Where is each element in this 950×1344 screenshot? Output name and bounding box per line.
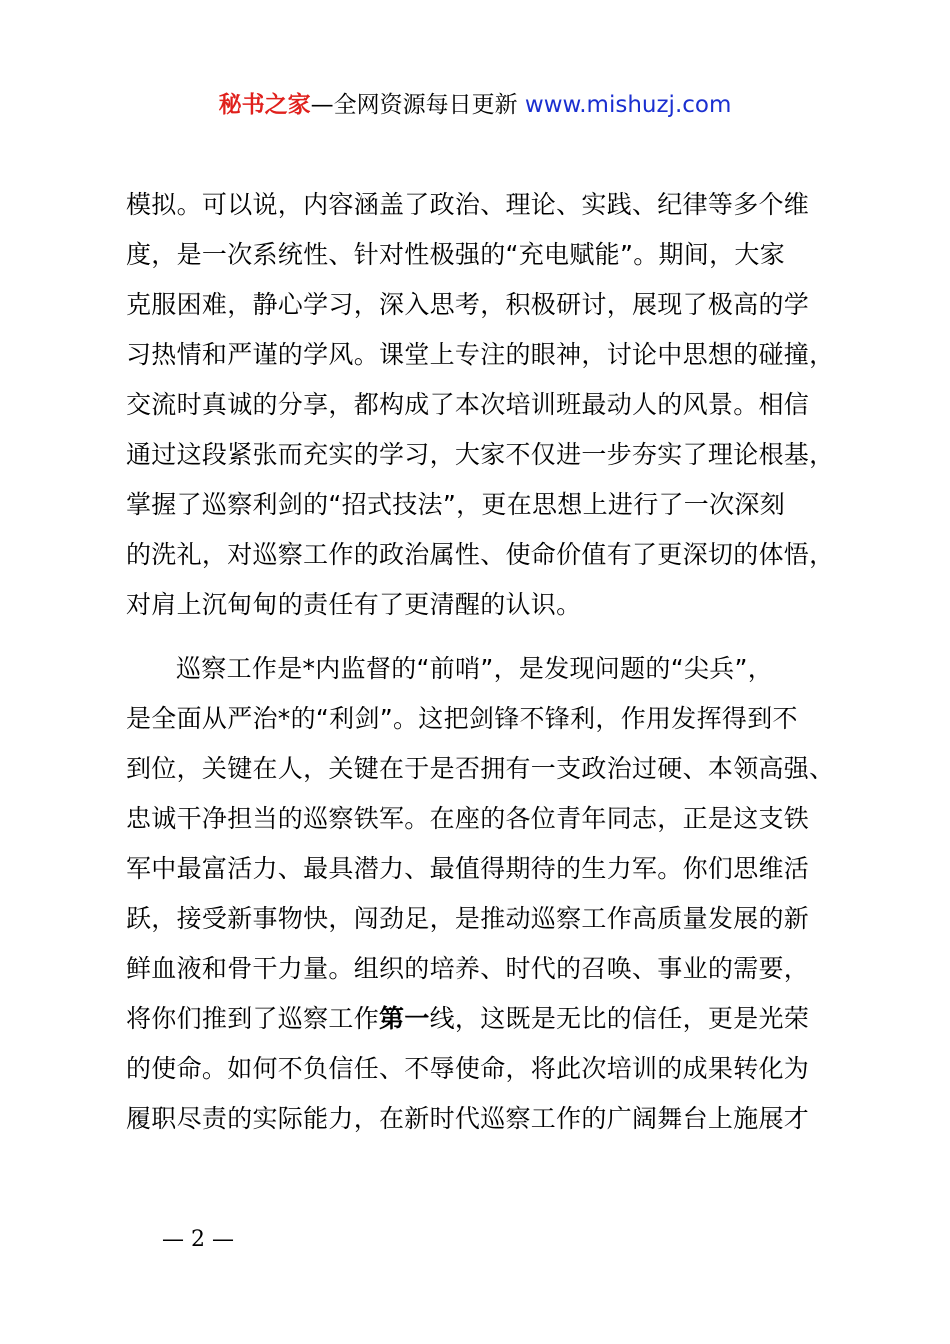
text-line: 鲜血液和骨干力量。组织的培养、时代的召唤、事业的需要， [126, 954, 810, 983]
text-fragment: 线，这既是无比的信任，更是光荣 [429, 1004, 810, 1033]
document-body [126, 180, 866, 1144]
text-line: 军中最富活力、最具潜力、最值得期待的生力军。你们思维活 [126, 854, 810, 883]
text-line: 交流时真诚的分享，都构成了本次培训班最动人的风景。相信 [126, 390, 810, 419]
paragraph-gap [126, 630, 866, 644]
brand-name: 秘书之家 [218, 92, 311, 118]
text-line: 是全面从严治*的“利剑”。这把剑锋不锋利，作用发挥得到不 [126, 704, 798, 733]
text-line: 跃，接受新事物快，闯劲足，是推动巡察工作高质量发展的新 [126, 904, 810, 933]
text-line: 度，是一次系统性、针对性极强的“充电赋能”。期间，大家 [126, 240, 786, 269]
text-line: 忠诚干净担当的巡察铁军。在座的各位青年同志，正是这支铁 [126, 804, 810, 833]
header-tagline: —全网资源每日更新 [310, 92, 525, 118]
paragraph-2 [126, 644, 866, 1144]
site-header [0, 88, 950, 122]
text-line: 巡察工作是*内监督的“前哨”，是发现问题的“尖兵”， [176, 654, 774, 683]
text-line: 模拟。可以说，内容涵盖了政治、理论、实践、纪律等多个维 [126, 190, 810, 219]
text-line: 掌握了巡察利剑的“招式技法”，更在思想上进行了一次深刻 [126, 490, 786, 519]
text-line-mixed [126, 994, 866, 1044]
paragraph-1 [126, 180, 866, 630]
text-line: 的使命。如何不负信任、不辱使命，将此次培训的成果转化为 [126, 1054, 810, 1083]
text-line: 的洗礼，对巡察工作的政治属性、使命价值有了更深切的体悟， [126, 540, 835, 569]
text-line: 习热情和严谨的学风。课堂上专注的眼神，讨论中思想的碰撞， [126, 340, 835, 369]
text-fragment: 将你们推到了巡察工作 [126, 1004, 380, 1033]
text-line: 克服困难，静心学习，深入思考，积极研讨，展现了极高的学 [126, 290, 810, 319]
bold-text-fragment: 第一 [379, 1004, 430, 1033]
page-number: — 2 — [162, 1227, 234, 1252]
text-line: 对肩上沉甸甸的责任有了更清醒的认识。 [126, 590, 582, 619]
text-line: 通过这段紧张而充实的学习，大家不仅进一步夯实了理论根基， [126, 440, 835, 469]
site-url[interactable]: www.mishuzj.com [524, 92, 732, 118]
text-line: 履职尽责的实际能力，在新时代巡察工作的广阔舞台上施展才 [126, 1104, 810, 1133]
text-line: 到位，关键在人，关键在于是否拥有一支政治过硬、本领高强、 [126, 754, 835, 783]
